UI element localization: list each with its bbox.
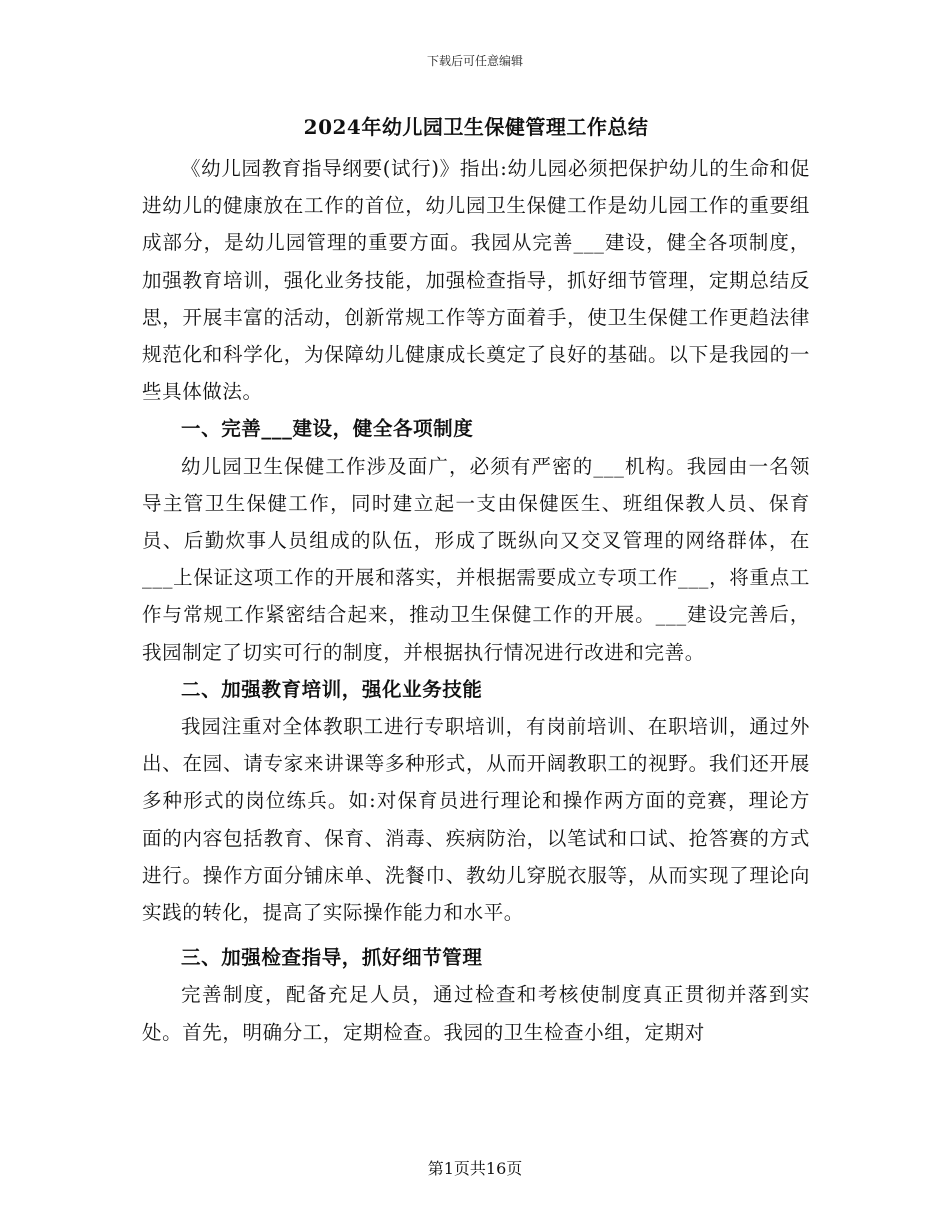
intro-paragraph: 《幼儿园教育指导纲要(试行)》指出:幼儿园必须把保护幼儿的生命和促进幼儿的健康放在工作的首位，幼儿园卫生保健工作是幼儿园工作的重要组成部分，是幼儿园管理的重要方面。我园从完善___建设，健全各项制度，加强教育培训，强化业务技能，加强检查指导，抓好细节管理，定期总结反思，开展丰富的活动，创新常规工作等方面着手，使卫生保健工作更趋法律规范化和科学化，为保障幼儿健康成长奠定了良好的基础。以下是我园的一些具体做法。 bbox=[142, 157, 810, 404]
section-body-3: 完善制度，配备充足人员，通过检查和考核使制度真正贯彻并落到实处。首先，明确分工，定期检查。我园的卫生检查小组，定期对 bbox=[142, 983, 810, 1044]
header-note: 下载后可任意编辑 bbox=[426, 54, 523, 68]
section-body-2: 我园注重对全体教职工进行专职培训，有岗前培训、在职培训，通过外出、在园、请专家来讲课等多种形式，从而开阔教职工的视野。我们还开展多种形式的岗位练兵。如:对保育员进行理论和操作两方面的竞赛，理论方面的内容包括教育、保育、消毒、疾病防治，以笔试和口试、抢答赛的方式进行。操作方面分铺床单、洗餐巾、教幼儿穿脱衣服等，从而实现了理论向实践的转化，提高了实际操作能力和水平。 bbox=[142, 715, 810, 925]
section-heading-1: 一、完善___建设，健全各项制度 bbox=[181, 417, 474, 441]
section-heading-2: 二、加强教育培训，强化业务技能 bbox=[181, 677, 483, 701]
section-body-1: 幼儿园卫生保健工作涉及面广，必须有严密的___机构。我园由一名领导主管卫生保健工作，同时建立起一支由保健医生、班组保教人员、保育员、后勤炊事人员组成的队伍，形成了既纵向又交叉管理的网络群体，在___上保证这项工作的开展和落实，并根据需要成立专项工作___，将重点工作与常规工作紧密结合起来，推动卫生保健工作的开展。___建设完善后，我园制定了切实可行的制度，并根据执行情况进行改进和完善。 bbox=[142, 454, 810, 664]
document-body bbox=[142, 112, 810, 1051]
page-number-footer: 第1页共16页 bbox=[427, 1159, 523, 1178]
section-heading-3: 三、加强检查指导，抓好细节管理 bbox=[181, 946, 483, 970]
document-title: 2024年幼儿园卫生保健管理工作总结 bbox=[303, 115, 649, 139]
